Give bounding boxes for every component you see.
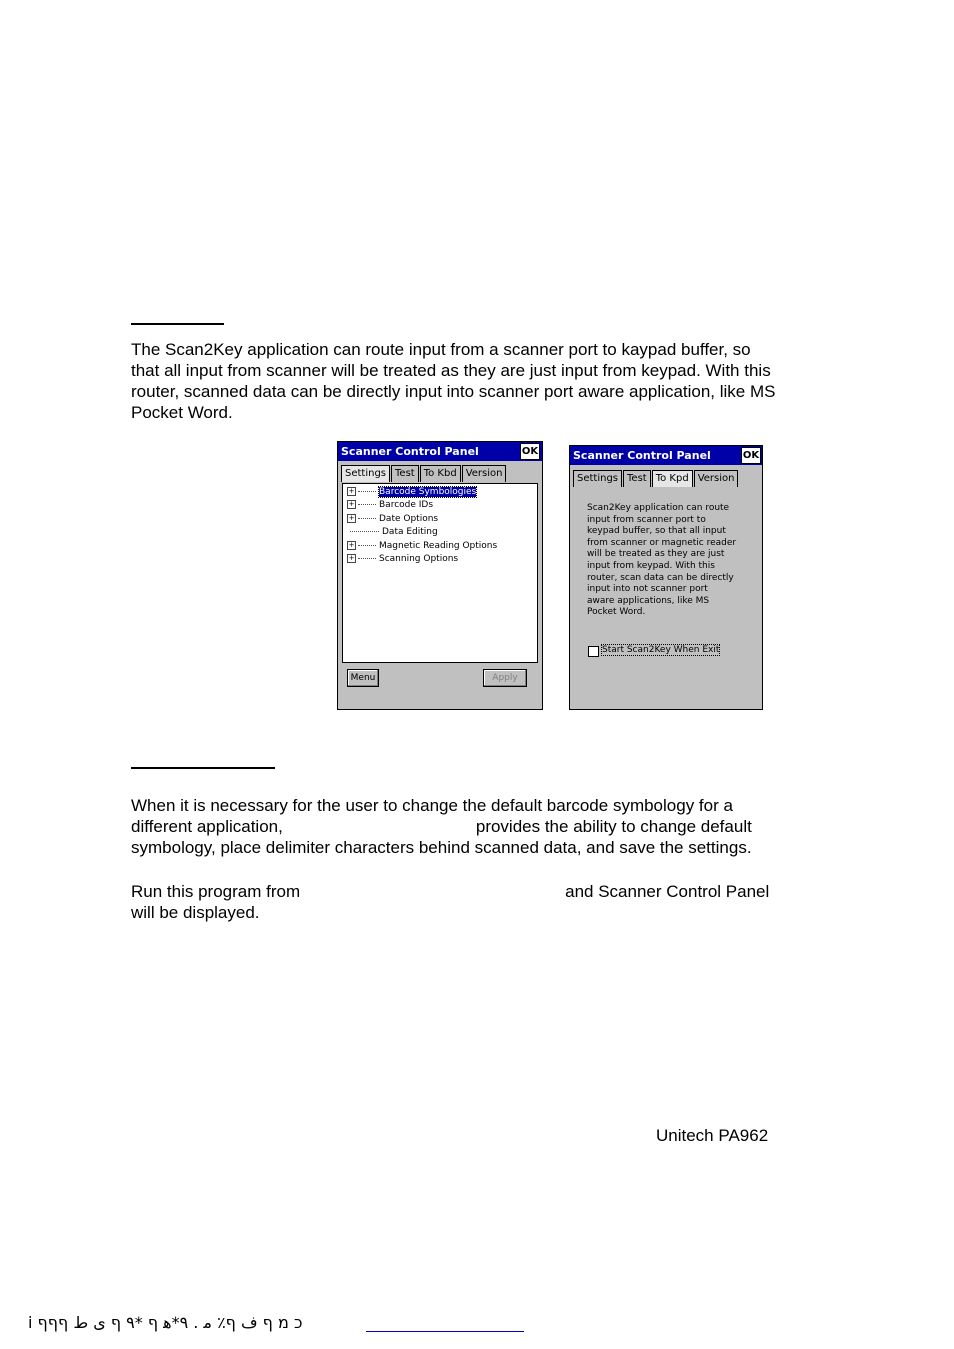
description-line: Pocket Word. [587,607,646,618]
tree-item-label: Barcode IDs [379,500,434,510]
tree-connector [358,504,376,505]
description-line: router, scan data can be directly [587,572,734,583]
tree-item-label: Data Editing [382,527,438,537]
dialog2-ok-button[interactable]: OK [741,447,761,464]
tab-test[interactable]: Test [391,465,419,482]
tree-item-data-editing[interactable] [347,526,438,539]
dialog1-title: Scanner Control Panel [341,445,479,458]
description-line: aware applications, like MS [587,595,710,606]
dialog1-tabs [341,465,507,482]
scan2key-description: The Scan2Key application can route input from a scanner port to kaypad buffer, so that all input from scanner will be treated as they are just input from keypad. With this router, scanned data can be directly input into scanner port aware application, like MS Pocket Word. [131,340,776,422]
to-kpd-description [587,503,757,619]
start-scan2key-label[interactable]: Start Scan2Key When Exit [602,645,720,655]
description-line: input into not scanner port [587,584,708,595]
tree-item-label: Barcode Symbologies [379,487,477,497]
tree-item-label: Magnetic Reading Options [379,541,498,551]
expand-icon[interactable]: + [348,514,355,522]
description-line: will be treated as they are just [587,549,725,560]
dialog1-ok-button[interactable]: OK [520,443,540,460]
tab-test[interactable]: Test [623,470,651,487]
tree-connector [358,491,376,492]
footer-garbled-text: i כ מ ף ﻑ ף٪ ﻣ . ٩*ﻫ ף *٩ ף ی ﻁ ףףף [28,1313,303,1332]
tab-version[interactable]: Version [694,470,739,487]
dialog2-tabs [573,470,739,487]
tree-item-barcode-ids[interactable] [347,499,433,512]
tree-item-date-options[interactable] [347,513,438,526]
run-program-text-part1: Run this program from [131,882,301,901]
tree-connector [350,531,379,532]
expand-icon[interactable]: + [348,487,355,495]
tree-connector [358,518,376,519]
tree-item-label: Date Options [379,514,439,524]
tab-to-kpd[interactable]: To Kpd [652,470,693,487]
section-rule-2 [131,767,275,769]
expand-icon[interactable]: + [348,541,355,549]
settings-tree-panel [342,483,538,663]
tab-version[interactable]: Version [462,465,507,482]
dialog1-titlebar [338,442,542,461]
run-program-paragraph [131,881,781,923]
scanner-control-panel-settings [337,441,543,710]
tab-settings[interactable]: Settings [573,470,622,487]
apply-button[interactable]: Apply [483,669,527,687]
footer-link-underline [366,1331,524,1332]
scanner-control-panel-to-kpd [569,445,763,710]
description-line: Scan2Key application can route [587,503,730,513]
symbology-paragraph [131,795,781,858]
expand-icon[interactable]: + [348,500,355,508]
tree-item-scanning-options[interactable] [347,553,458,566]
symbology-text-part1: When it is necessary for the user to change the default barcode symbology for a different application, [131,796,733,836]
footer-model: Unitech PA962 [656,1126,769,1145]
description-line: keypad buffer, so that all input [587,526,726,537]
menu-button[interactable]: Menu [347,669,379,687]
tree-connector [358,545,376,546]
run-program-text-part2: and Scanner Control Panel will be displayed. [131,882,770,922]
section-rule-1 [131,323,224,325]
start-scan2key-checkbox[interactable] [588,646,599,657]
tree-item-barcode-symbologies[interactable] [347,486,476,499]
tree-item-magnetic-reading-options[interactable] [347,540,497,553]
run-program-text [131,881,781,923]
description-line: input from keypad. With this [587,560,715,571]
symbology-text [131,795,781,858]
tree-item-label: Scanning Options [379,554,459,564]
intro-paragraph [131,339,781,423]
tab-settings[interactable]: Settings [341,465,390,482]
description-line: input from scanner port to [587,514,706,525]
dialog2-titlebar [570,446,762,465]
expand-icon[interactable]: + [348,554,355,562]
symbology-text-part2: provides the ability to change default symbology, place delimiter characters behind scanned data, and save the settings. [131,817,752,857]
tree-connector [358,558,376,559]
description-line: from scanner or magnetic reader [587,537,737,548]
tab-to-kbd[interactable]: To Kbd [420,465,461,482]
dialog2-title: Scanner Control Panel [573,449,711,462]
